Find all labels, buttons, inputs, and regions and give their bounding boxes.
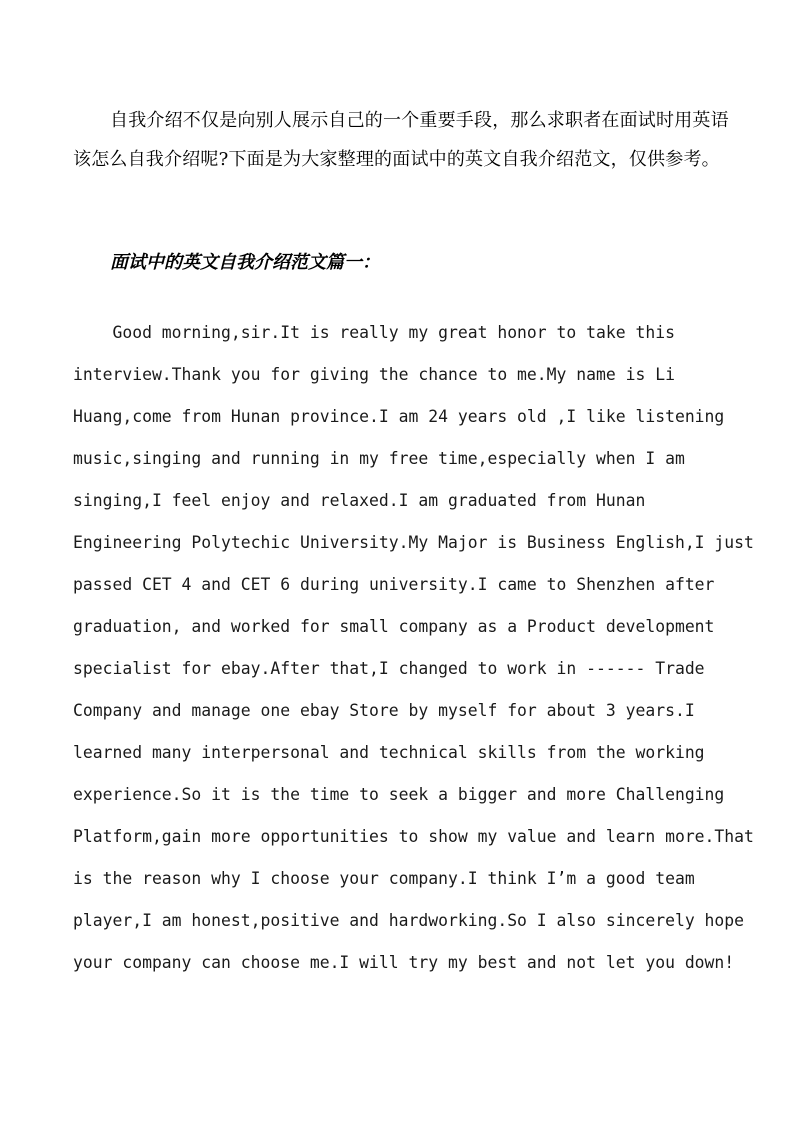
body-line: learned many interpersonal and technical skills from the working [73, 743, 705, 762]
body-line: player,I am honest,positive and hardworking.So I also sincerely hope [73, 911, 745, 930]
intro-paragraph: 自我介绍不仅是向别人展示自己的一个重要手段，那么求职者在面试时用英语该怎么自我介绍呢?下面是为大家整理的面试中的英文自我介绍范文，仅供参考。 [73, 110, 729, 170]
body-line: is the reason why I choose your company.I think I’m a good team [73, 869, 695, 888]
body-line: experience.So it is the time to seek a bigger and more Challenging [73, 785, 725, 804]
body-line: your company can choose me.I will try my best and not let you down! [73, 953, 735, 972]
body-line: passed CET 4 and CET 6 during university.I came to Shenzhen after [73, 575, 715, 594]
body-line: singing,I feel enjoy and relaxed.I am graduated from Hunan [73, 491, 646, 510]
body-line: Engineering Polytechic University.My Major is Business English,I just [73, 533, 754, 552]
body-line: interview.Thank you for giving the chance to me.My name is Li [73, 365, 675, 384]
body-line: specialist for ebay.After that,I changed to work in ------ Trade [73, 659, 705, 678]
english-self-introduction [73, 312, 754, 984]
body-line: Company and manage one ebay Store by myself for about 3 years.I [73, 701, 695, 720]
body-line: music,singing and running in my free time,especially when I am [73, 449, 685, 468]
body-line: Good morning,sir.It is really my great honor to take this [73, 323, 675, 342]
body-line: Platform,gain more opportunities to show my value and learn more.That [73, 827, 754, 846]
section-heading: 面试中的英文自我介绍范文篇一： [110, 252, 380, 273]
body-line: Huang,come from Hunan province.I am 24 years old ,I like listening [73, 407, 725, 426]
body-line: graduation, and worked for small company as a Product development [73, 617, 715, 636]
